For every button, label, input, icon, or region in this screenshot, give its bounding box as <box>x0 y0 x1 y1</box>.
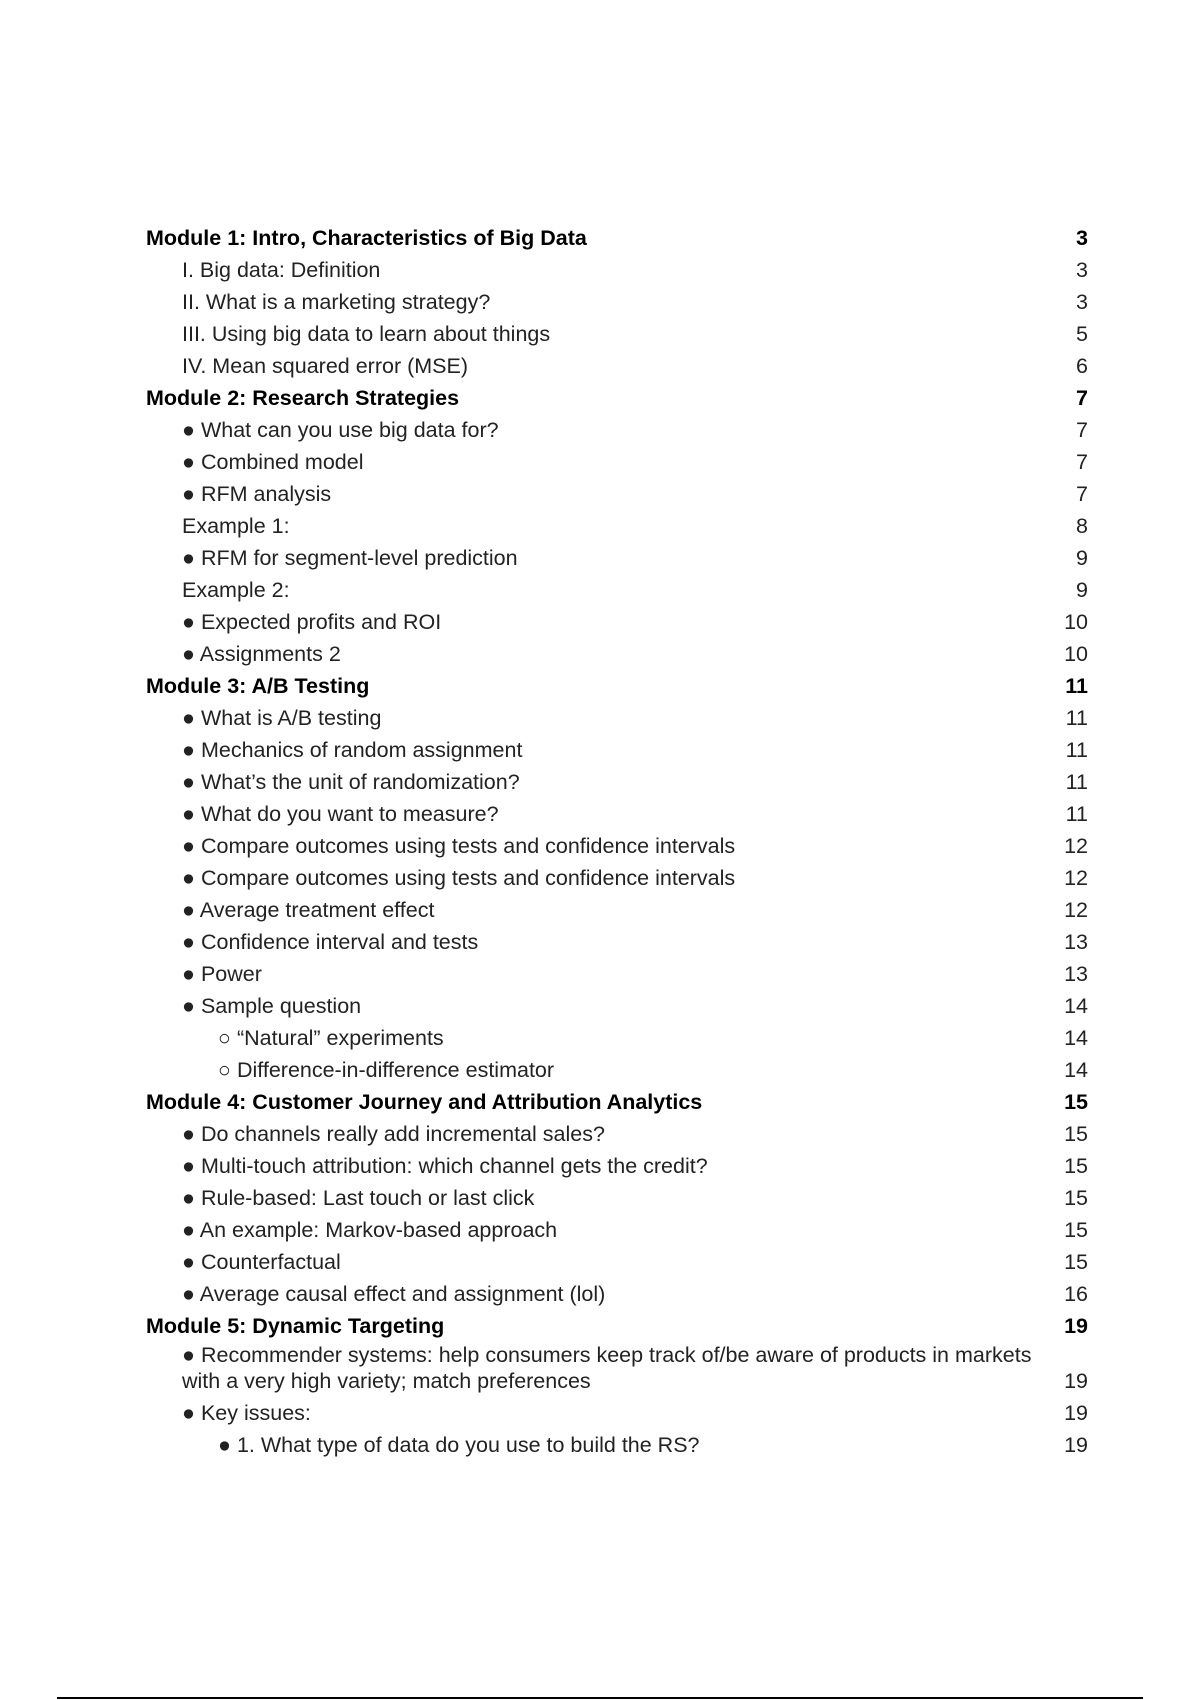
toc-entry[interactable] <box>146 1342 1088 1397</box>
toc-entry[interactable] <box>146 510 1088 542</box>
toc-page-number: 11 <box>1065 706 1088 730</box>
toc-page-number: 12 <box>1064 898 1088 922</box>
page-bottom-rule <box>57 1697 1143 1699</box>
toc-entry[interactable] <box>146 318 1088 350</box>
toc-page-number: 15 <box>1064 1186 1088 1210</box>
toc-entry-label: III. Using big data to learn about things <box>182 322 551 346</box>
toc-page-number: 11 <box>1065 738 1088 762</box>
toc-entry-label: II. What is a marketing strategy? <box>182 290 491 314</box>
toc-entry-label: ● Assignments 2 <box>182 642 341 666</box>
toc-page-number: 13 <box>1064 930 1088 954</box>
toc-page-number: 8 <box>1076 514 1088 538</box>
toc-entry-label: ● 1. What type of data do you use to build the RS? <box>218 1433 700 1457</box>
toc-entry-label: ● Do channels really add incremental sales? <box>182 1122 605 1146</box>
toc-entry-label: Example 1: <box>182 514 290 538</box>
toc-page-number: 7 <box>1076 418 1088 442</box>
toc-entry-label: ● Mechanics of random assignment <box>182 738 523 762</box>
toc-page-number: 19 <box>1064 1433 1088 1457</box>
toc-entry[interactable] <box>146 414 1088 446</box>
toc-module-heading[interactable] <box>146 222 1088 254</box>
toc-entry-label: ● Counterfactual <box>182 1250 341 1274</box>
toc-page-number: 3 <box>1076 226 1088 250</box>
toc-module-heading[interactable] <box>146 1310 1088 1342</box>
toc-entry-label: ● Sample question <box>182 994 362 1018</box>
toc-entry-label: ● What can you use big data for? <box>182 418 499 442</box>
toc-page-number: 6 <box>1076 354 1088 378</box>
toc-entry[interactable] <box>146 1150 1088 1182</box>
toc-module-heading[interactable] <box>146 670 1088 702</box>
toc-entry-label: ● What is A/B testing <box>182 706 382 730</box>
toc-entry[interactable] <box>146 1214 1088 1246</box>
toc-page-number: 11 <box>1065 674 1088 698</box>
toc-page-number: 15 <box>1064 1218 1088 1242</box>
toc-page-number: 11 <box>1065 770 1088 794</box>
toc-entry-label: Module 4: Customer Journey and Attribution Analytics <box>146 1090 703 1114</box>
toc-entry-label: I. Big data: Definition <box>182 258 381 282</box>
toc-entry-label: ● Compare outcomes using tests and confidence intervals <box>182 866 736 890</box>
toc-entry-label: Module 1: Intro, Characteristics of Big Data <box>146 226 587 250</box>
toc-entry-label: ● Key issues: <box>182 1401 311 1425</box>
toc-module-heading[interactable] <box>146 1086 1088 1118</box>
toc-page-number: 12 <box>1064 834 1088 858</box>
toc-page-number: 10 <box>1064 642 1088 666</box>
toc-page-number: 14 <box>1064 1026 1088 1050</box>
toc-entry-label: ● RFM for segment-level prediction <box>182 546 518 570</box>
table-of-contents <box>146 222 1088 1461</box>
toc-entry[interactable] <box>146 1182 1088 1214</box>
toc-entry[interactable] <box>146 734 1088 766</box>
toc-entry-label: ● Confidence interval and tests <box>182 930 479 954</box>
toc-entry[interactable] <box>146 574 1088 606</box>
toc-entry-label: Module 3: A/B Testing <box>146 674 370 698</box>
toc-page-number: 19 <box>1064 1369 1088 1393</box>
toc-page-number: 14 <box>1064 994 1088 1018</box>
toc-entry-label: ● Power <box>182 962 262 986</box>
toc-entry-label: ● What’s the unit of randomization? <box>182 770 520 794</box>
toc-page-number: 7 <box>1076 450 1088 474</box>
toc-page-number: 7 <box>1076 386 1088 410</box>
toc-entry[interactable] <box>146 1022 1088 1054</box>
toc-entry-label: ● Rule-based: Last touch or last click <box>182 1186 535 1210</box>
toc-entry-label: IV. Mean squared error (MSE) <box>182 354 468 378</box>
toc-entry[interactable] <box>146 1118 1088 1150</box>
toc-entry-label: ● An example: Markov-based approach <box>182 1218 558 1242</box>
toc-page-number: 11 <box>1065 802 1088 826</box>
toc-entry[interactable] <box>146 1278 1088 1310</box>
toc-entry-label: ● Compare outcomes using tests and confidence intervals <box>182 834 736 858</box>
toc-entry[interactable] <box>146 926 1088 958</box>
toc-entry-label: Example 2: <box>182 578 290 602</box>
toc-entry-label: ● RFM analysis <box>182 482 332 506</box>
toc-entry-label: ● Expected profits and ROI <box>182 610 442 634</box>
toc-entry-label: ● Recommender systems: help consumers keep track of/be aware of products in markets with a very high variety; match preferences <box>182 1343 1032 1393</box>
toc-entry[interactable] <box>146 766 1088 798</box>
toc-page-number: 13 <box>1064 962 1088 986</box>
toc-entry-label: ● Average causal effect and assignment (lol) <box>182 1282 606 1306</box>
toc-entry[interactable] <box>146 862 1088 894</box>
toc-entry-label: ○ “Natural” experiments <box>218 1026 444 1050</box>
toc-page-number: 19 <box>1064 1401 1088 1425</box>
toc-entry-label: Module 2: Research Strategies <box>146 386 460 410</box>
toc-page-number: 14 <box>1064 1058 1088 1082</box>
toc-page-number: 3 <box>1076 258 1088 282</box>
toc-entry[interactable] <box>146 446 1088 478</box>
toc-entry[interactable] <box>146 798 1088 830</box>
toc-entry[interactable] <box>146 350 1088 382</box>
toc-entry[interactable] <box>146 638 1088 670</box>
toc-page-number: 9 <box>1076 546 1088 570</box>
toc-page-number: 16 <box>1064 1282 1088 1306</box>
toc-entry-label: ○ Difference-in-difference estimator <box>218 1058 555 1082</box>
toc-page-number: 7 <box>1076 482 1088 506</box>
toc-entry-label: Module 5: Dynamic Targeting <box>146 1314 445 1338</box>
toc-entry[interactable] <box>146 1054 1088 1086</box>
toc-page-number: 3 <box>1076 290 1088 314</box>
toc-entry[interactable] <box>146 702 1088 734</box>
toc-entry[interactable] <box>146 1246 1088 1278</box>
toc-entry-label: ● Combined model <box>182 450 364 474</box>
toc-entry[interactable] <box>146 286 1088 318</box>
toc-entry[interactable] <box>146 1429 1088 1461</box>
toc-entry[interactable] <box>146 478 1088 510</box>
toc-entry-label: ● Multi-touch attribution: which channel gets the credit? <box>182 1154 708 1178</box>
toc-entry[interactable] <box>146 958 1088 990</box>
toc-entry[interactable] <box>146 606 1088 638</box>
toc-page-number: 15 <box>1064 1154 1088 1178</box>
toc-page-number: 19 <box>1064 1314 1088 1338</box>
toc-entry-label: ● Average treatment effect <box>182 898 435 922</box>
toc-entry[interactable] <box>146 1397 1088 1429</box>
toc-page-number: 15 <box>1064 1122 1088 1146</box>
toc-entry-label: ● What do you want to measure? <box>182 802 499 826</box>
toc-module-heading[interactable] <box>146 382 1088 414</box>
toc-page-number: 12 <box>1064 866 1088 890</box>
toc-page-number: 15 <box>1064 1250 1088 1274</box>
toc-entry[interactable] <box>146 542 1088 574</box>
toc-entry[interactable] <box>146 254 1088 286</box>
toc-page-number: 10 <box>1064 610 1088 634</box>
toc-page-number: 9 <box>1076 578 1088 602</box>
toc-entry[interactable] <box>146 894 1088 926</box>
toc-page-number: 5 <box>1076 322 1088 346</box>
toc-entry[interactable] <box>146 830 1088 862</box>
toc-entry[interactable] <box>146 990 1088 1022</box>
toc-page-number: 15 <box>1064 1090 1088 1114</box>
